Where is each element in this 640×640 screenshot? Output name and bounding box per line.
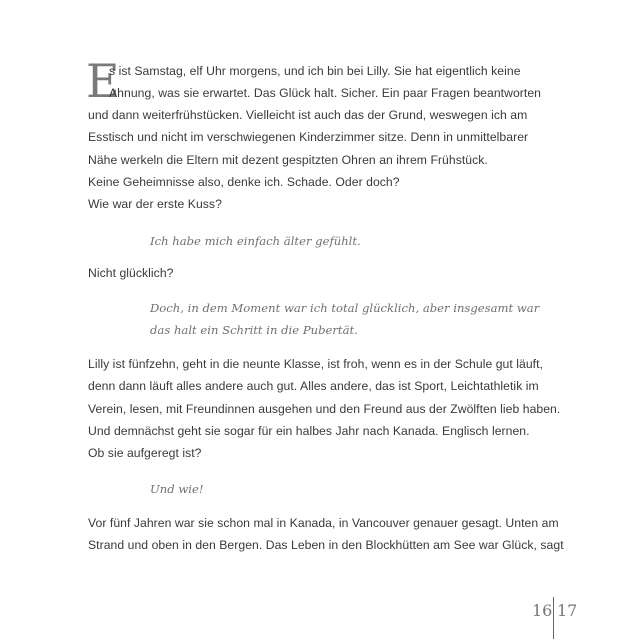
text-line: Keine Geheimnisse also, denke ich. Schade. Oder doch?	[88, 174, 400, 189]
text-line: Nähe werkeln die Eltern mit dezent gespitzten Ohren an ihrem Frühstück.	[88, 152, 488, 167]
paragraph-3	[88, 512, 564, 557]
text-line: und dann weiterfrühstücken. Vielleicht ist auch das der Grund, weswegen ich am	[88, 108, 528, 122]
text-line: Ahnung, was sie erwartet. Das Glück halt. Sicher. Ein paar Fragen beantworten	[109, 86, 541, 100]
question-line: Nicht glücklich?	[88, 266, 174, 280]
quote-line: Doch, in dem Moment war ich total glücklich, aber insgesamt war	[150, 301, 540, 315]
text-line: Verein, lesen, mit Freundinnen ausgehen und den Freund aus der Zwölften lieb haben.	[88, 401, 561, 416]
text-line: s ist Samstag, elf Uhr morgens, und ich bin bei Lilly. Sie hat eigentlich keine	[109, 64, 521, 78]
paragraph-1-line-2	[109, 82, 579, 104]
answer-quote-3	[150, 478, 550, 500]
text-line: Lilly ist fünfzehn, geht in die neunte Klasse, ist froh, wenn es in der Schule gut läuft,	[88, 357, 543, 371]
drop-cap: E	[86, 54, 120, 108]
text-line: Vor fünf Jahren war sie schon mal in Kanada, in Vancouver genauer gesagt. Unten am	[88, 516, 559, 530]
question-line: Ob sie aufgeregt ist?	[88, 446, 202, 461]
answer-quote-1	[150, 230, 550, 252]
question-2	[88, 262, 558, 284]
page-number-right: 17	[557, 601, 578, 620]
quote-line: Ich habe mich einfach älter gefühlt.	[150, 234, 361, 248]
quote-line: Und wie!	[150, 482, 204, 496]
text-line: Strand und oben in den Bergen. Das Leben in den Blockhütten am See war Glück, sagt	[88, 538, 564, 553]
text-line: denn dann läuft alles andere auch gut. Alles andere, das ist Sport, Leichtathletik im	[88, 379, 539, 394]
page-number-left: 16	[532, 601, 553, 620]
question-line: Wie war der erste Kuss?	[88, 197, 222, 212]
quote-line: das halt ein Schritt in die Pubertät.	[150, 323, 358, 338]
answer-quote-2	[150, 297, 550, 342]
folio-divider	[553, 597, 554, 639]
text-line: Und demnächst geht sie sogar für ein halbes Jahr nach Kanada. Englisch lernen.	[88, 423, 530, 438]
paragraph-2	[88, 353, 561, 464]
paragraph-1-rest	[88, 104, 558, 215]
text-line: Esstisch und nicht im verschwiegenen Kinderzimmer sitze. Denn in unmittelbarer	[88, 130, 529, 145]
paragraph-1-line-1	[109, 60, 579, 82]
